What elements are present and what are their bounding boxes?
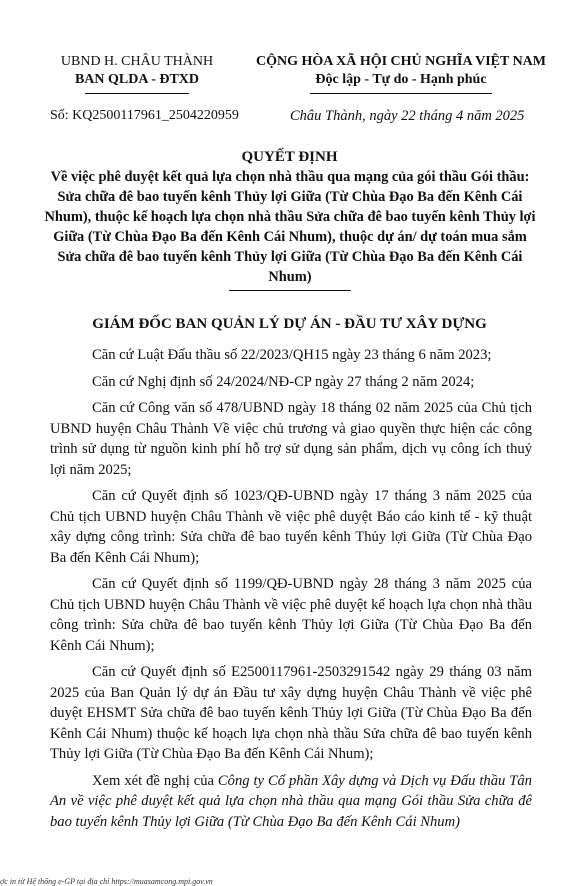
document-subject — [40, 167, 540, 291]
issuing-authority: GIÁM ĐỐC BAN QUẢN LÝ DỰ ÁN - ĐẦU TƯ XÂY DỰNG — [92, 316, 487, 332]
subject-text: Về việc phê duyệt kết quả lựa chọn nhà thầu qua mạng của gói thầu Gói thầu: Sửa chữa đê bao tuyến kênh Thủy lợi Giữa (Từ Chùa Đạo Ba đến Kênh Cái Nhum), thuộc kế hoạch lựa chọn nhà thầu Sửa chữa đê bao tuyến kênh Thủy lợi Giữa (Từ Chùa Đạo Ba đến Kênh Cái Nhum), thuộc dự án/ dự toán mua sắm Sửa chữa đê bao tuyến kênh Thủy lợi Giữa (Từ Chùa Đạo Ba đến Kênh Cái Nhum) — [44, 169, 536, 285]
subject-underline — [229, 290, 351, 291]
legal-basis-paragraph: Căn cứ Quyết định số 1023/QĐ-UBND ngày 17 tháng 3 năm 2025 của Chủ tịch UBND huyện Châu Thành về việc phê duyệt Báo cáo kinh tế - kỹ thuật xây dựng công trình: Sửa chữa đê bao tuyến kênh Thủy lợi Giữa (Từ Chùa Đạo Ba đến Kênh Cái Nhum); — [50, 488, 532, 566]
print-source-footer: ợc in từ Hệ thống e-GP tại địa chỉ https://muasamcong.mpi.gov.vn — [0, 877, 213, 886]
consideration-paragraph — [50, 771, 532, 833]
motto-underline — [310, 93, 492, 94]
agency-name: BAN QLDA - ĐTXD — [74, 72, 200, 87]
national-motto-block — [236, 53, 566, 94]
agency-parent: UBND H. CHÂU THÀNH — [60, 54, 214, 69]
document-title: QUYẾT ĐỊNH — [241, 149, 338, 165]
issuing-agency-block — [52, 53, 222, 94]
document-number: Số: KQ2500117961_2504220959 — [50, 108, 239, 123]
consideration-italic: Công ty Cổ phần Xây dựng và Dịch vụ Đấu thầu Tân An về việc phê duyệt kết quả lựa chọn nhà thầu qua mạng Gói thầu Sửa chữa đê bao tuyến kênh Thủy lợi Giữa (Từ Chùa Đạo Ba đến Kênh Cái Nhum) — [50, 772, 532, 830]
legal-basis-paragraph: Căn cứ Công văn số 478/UBND ngày 18 tháng 02 năm 2025 của Chủ tịch UBND huyện Châu Thành Về việc chủ trương và giao quyền thực hiện các công trình sử dụng từ nguồn kinh phí hỗ trợ sử dụng sản phẩm, dịch vụ công ích thuỷ lợi năm 2025; — [50, 400, 532, 478]
legal-basis-paragraph: Căn cứ Quyết định số 1199/QĐ-UBND ngày 28 tháng 3 năm 2025 của Chủ tịch UBND huyện Châu Thành về việc phê duyệt kế hoạch lựa chọn nhà thầu công trình: Sửa chữa đê bao tuyến kênh Thủy lợi Giữa (Từ Chùa Đạo Ba đến Kênh Cái Nhum); — [50, 576, 532, 654]
agency-underline — [85, 93, 189, 94]
legal-basis-paragraph: Căn cứ Luật Đấu thầu số 22/2023/QH15 ngày 23 tháng 6 năm 2023; — [92, 347, 492, 363]
legal-basis-paragraph: Căn cứ Quyết định số E2500117961-2503291542 ngày 29 tháng 03 năm 2025 của Ban Quản lý dự án Đầu tư xây dựng huyện Châu Thành về việc phê duyệt EHSMT Sửa chữa đê bao tuyến kênh Thủy lợi Giữa (Từ Chùa Đạo Ba đến Kênh Cái Nhum) thuộc kế hoạch lựa chọn nhà thầu Sửa chữa đê bao tuyến kênh Thủy lợi Giữa (Từ Chùa Đạo Ba đến Kênh Cái Nhum); — [50, 664, 532, 762]
consideration-prefix: Xem xét đề nghị của — [92, 772, 218, 789]
motto: Độc lập - Tự do - Hạnh phúc — [315, 72, 487, 87]
legal-basis-paragraph: Căn cứ Nghị định số 24/2024/NĐ-CP ngày 27 tháng 2 năm 2024; — [92, 373, 475, 390]
country-name: CỘNG HÒA XÃ HỘI CHỦ NGHĨA VIỆT NAM — [255, 54, 546, 69]
place-and-date: Châu Thành, ngày 22 tháng 4 năm 2025 — [290, 108, 525, 124]
document-body — [50, 345, 532, 838]
